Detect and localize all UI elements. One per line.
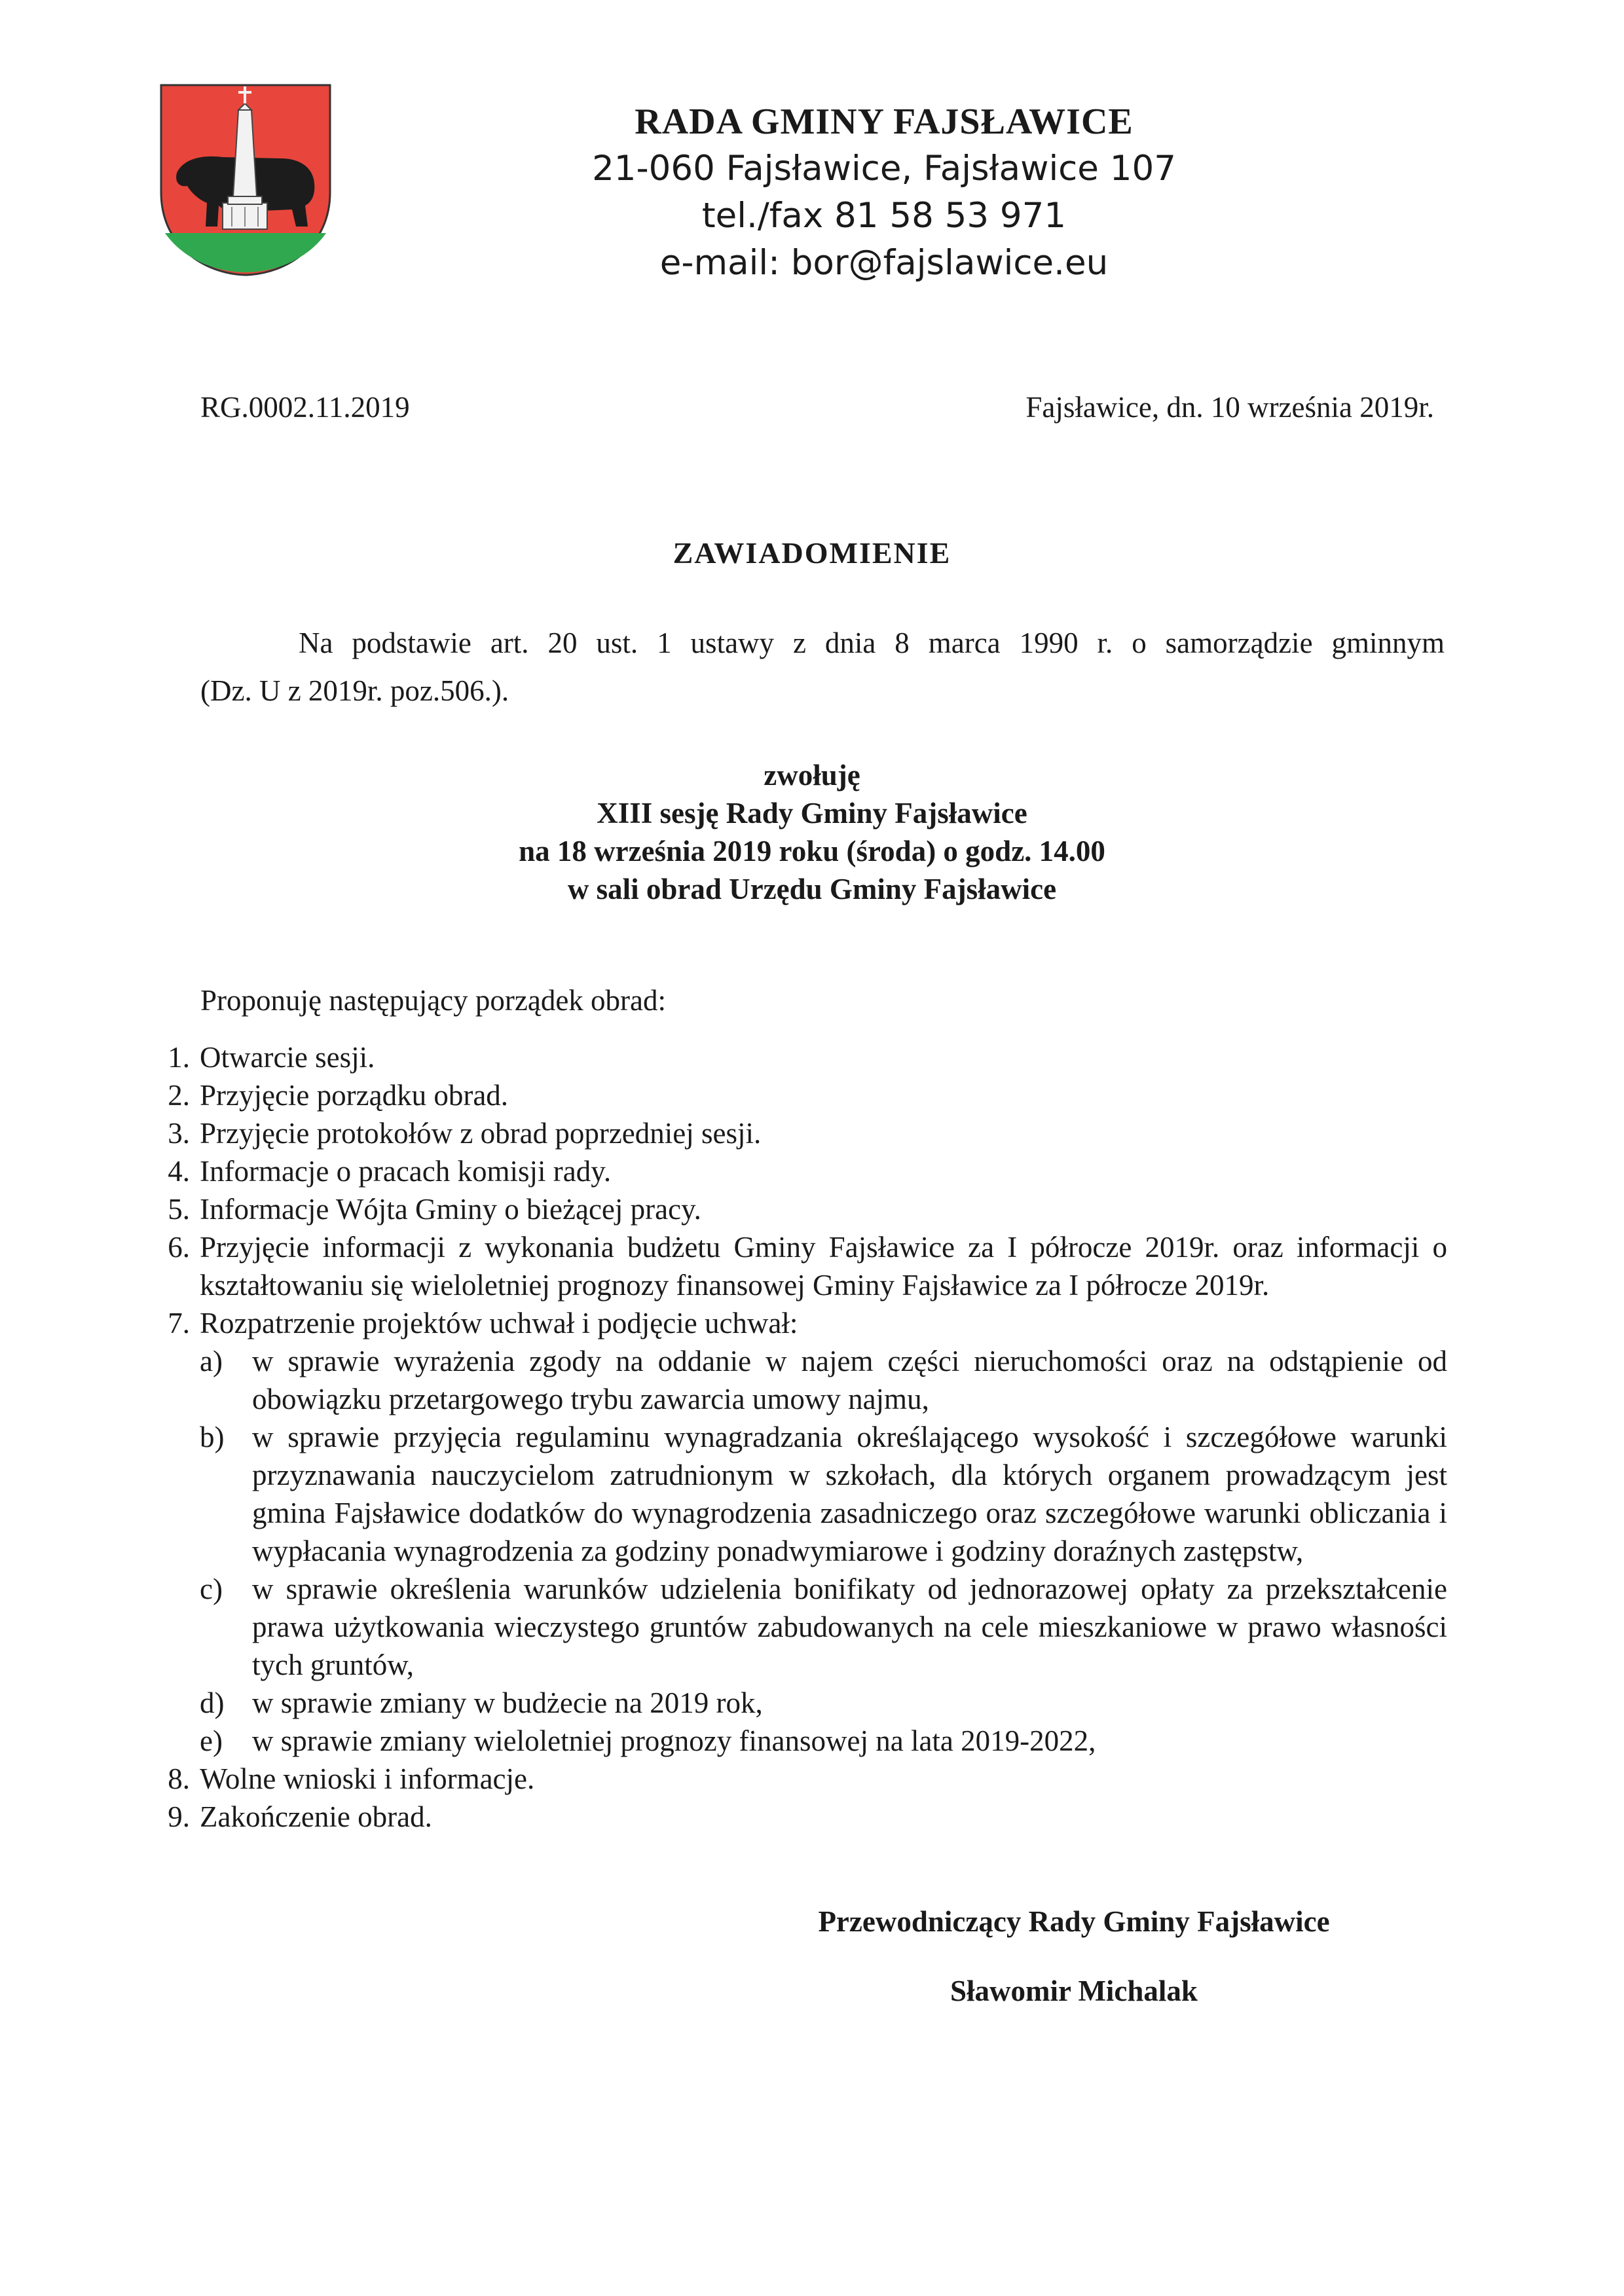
convocation-line-1: zwołuję <box>764 759 860 792</box>
convocation-line-3: na 18 września 2019 roku (środa) o godz. 14.00 <box>519 835 1105 867</box>
agenda-item-number: 8. <box>168 1762 190 1795</box>
place-and-date: Fajsławice, dn. 10 września 2019r. <box>1025 391 1434 424</box>
agenda-item-text: Zakończenie obrad. <box>200 1800 432 1833</box>
agenda-item-number: 9. <box>168 1800 190 1833</box>
agenda-subitem-letter: d) <box>200 1686 225 1719</box>
agenda-subitem-text: w sprawie przyjęcia regulaminu wynagradzania określającego wysokość i szczegółowe warunki przyznawania nauczycielom zatrudnionym w szkołach, dla których organem prowadzącym jest gmina Fajsławice dodatków do wynagrodzenia zasadniczego oraz szczegółowe warunki obliczania i wypłacania wynagrodzenia za godziny ponadwymiarowe i godziny doraźnych zastępstw, <box>252 1421 1447 1567</box>
signatory-name: Sławomir Michalak <box>950 1975 1198 2007</box>
agenda-item-text: Informacje Wójta Gminy o bieżącej pracy. <box>200 1193 701 1226</box>
agenda-subitem-letter: a) <box>200 1345 223 1377</box>
signatory-title: Przewodniczący Rady Gminy Fajsławice <box>818 1905 1330 1938</box>
agenda-item-number: 4. <box>168 1155 190 1188</box>
agenda-item-text: Wolne wnioski i informacje. <box>200 1762 535 1795</box>
agenda-item-text: Informacje o pracach komisji rady. <box>200 1155 612 1188</box>
agenda-subitem-letter: c) <box>200 1573 223 1605</box>
agenda-item-text: Rozpatrzenie projektów uchwał i podjęcie uchwał: <box>200 1307 798 1339</box>
agenda-item <box>131 1760 1447 1798</box>
agenda-item-text: Przyjęcie porządku obrad. <box>200 1079 509 1112</box>
convocation <box>0 756 1624 908</box>
agenda-list <box>131 1038 1447 1836</box>
agenda-subitem <box>200 1722 1447 1760</box>
organization-phone: tel./fax 81 58 53 971 <box>701 196 1067 236</box>
agenda-item <box>131 1076 1447 1114</box>
agenda-item-text: Otwarcie sesji. <box>200 1041 375 1074</box>
agenda-subitem <box>200 1570 1447 1684</box>
agenda-subitem <box>200 1342 1447 1418</box>
organization-name: RADA GMINY FAJSŁAWICE <box>635 101 1134 142</box>
agenda-subitem-text: w sprawie określenia warunków udzielenia bonifikaty od jednorazowej opłaty za przekształcenie prawa użytkowania wieczystego gruntów zabudowanych na cele mieszkaniowe w prawo własności tych gruntów, <box>252 1573 1447 1681</box>
convocation-line-2: XIII sesję Rady Gminy Fajsławice <box>597 797 1027 829</box>
agenda-subitem-text: w sprawie zmiany w budżecie na 2019 rok, <box>252 1686 763 1719</box>
agenda-item <box>131 1798 1447 1836</box>
organization-email: e-mail: bor@fajslawice.eu <box>659 243 1109 283</box>
agenda-subitem-text: w sprawie wyrażenia zgody na oddanie w najem części nieruchomości oraz na odstąpienie od obowiązku przetargowego trybu zawarcia umowy najmu, <box>252 1345 1447 1415</box>
agenda-intro: Proponuję następujący porządek obrad: <box>200 984 667 1017</box>
legal-basis <box>200 619 1445 715</box>
agenda-item-text: Przyjęcie protokołów z obrad poprzedniej sesji. <box>200 1117 762 1150</box>
agenda-item <box>131 1304 1447 1760</box>
agenda-item-number: 2. <box>168 1079 190 1112</box>
reference-number: RG.0002.11.2019 <box>200 391 410 424</box>
agenda-item-text: Przyjęcie informacji z wykonania budżetu Gminy Fajsławice za I półrocze 2019r. oraz informacji o kształtowaniu się wieloletniej prognozy finansowej Gminy Fajsławice za I półrocze 2019r. <box>200 1231 1447 1302</box>
agenda-subitem-letter: e) <box>200 1724 223 1757</box>
agenda-item <box>131 1038 1447 1076</box>
legal-basis-line-2: (Dz. U z 2019r. poz.506.). <box>200 674 509 707</box>
coat-of-arms-icon <box>157 81 334 278</box>
agenda-item <box>131 1114 1447 1152</box>
agenda-item-number: 1. <box>168 1041 190 1074</box>
agenda-item-number: 5. <box>168 1193 190 1226</box>
organization-address: 21-060 Fajsławice, Fajsławice 107 <box>592 149 1176 189</box>
agenda-subitem-text: w sprawie zmiany wieloletniej prognozy finansowej na lata 2019-2022, <box>252 1724 1096 1757</box>
agenda-subitem <box>200 1684 1447 1722</box>
signature-block <box>740 1903 1408 2010</box>
document-heading: ZAWIADOMIENIE <box>673 536 951 570</box>
convocation-line-4: w sali obrad Urzędu Gminy Fajsławice <box>567 873 1057 905</box>
agenda-item-number: 6. <box>168 1231 190 1264</box>
agenda-item-number: 7. <box>168 1307 190 1339</box>
agenda-item <box>131 1152 1447 1190</box>
agenda-item-number: 3. <box>168 1117 190 1150</box>
agenda-subitem <box>200 1418 1447 1570</box>
letterhead <box>478 98 1290 287</box>
agenda-item <box>131 1228 1447 1304</box>
agenda-item <box>131 1190 1447 1228</box>
legal-basis-line-1: Na podstawie art. 20 ust. 1 ustawy z dnia 8 marca 1990 r. o samorządzie gminnym <box>299 627 1445 659</box>
agenda-subitem-letter: b) <box>200 1421 225 1453</box>
